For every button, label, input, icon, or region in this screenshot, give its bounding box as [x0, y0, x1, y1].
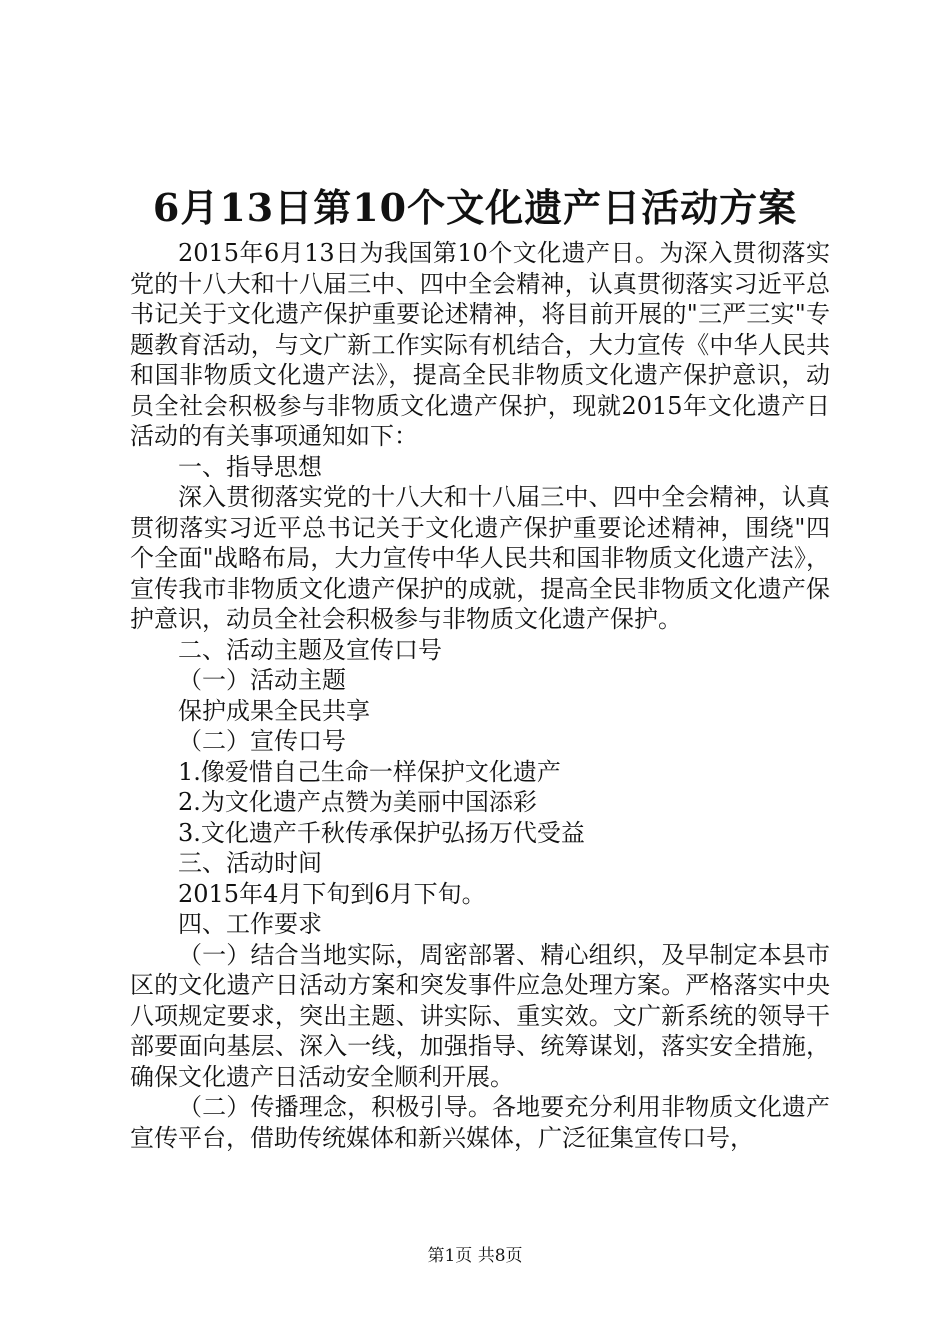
page-footer: 第1页 共8页 [427, 1246, 523, 1266]
paragraph-theme: 保护成果全民共享 [178, 696, 370, 725]
slogan-item: 3.文化遗产千秋传承保护弘扬万代受益 [178, 818, 585, 847]
slogan-item: 1.像爱惜自己生命一样保护文化遗产 [178, 757, 561, 786]
heading-guiding-ideology: 一、指导思想 [178, 452, 322, 481]
document-body [130, 238, 830, 1153]
slogan-item: 2.为文化遗产点赞为美丽中国添彩 [178, 788, 537, 816]
heading-activity-time: 三、活动时间 [178, 849, 322, 877]
subheading-theme: （一）活动主题 [178, 666, 346, 694]
heading-work-requirements: 四、工作要求 [178, 910, 322, 938]
heading-theme-slogans: 二、活动主题及宣传口号 [178, 635, 442, 664]
paragraph-activity-time: 2015年4月下旬到6月下旬。 [178, 879, 486, 908]
page-title: 6月13日第10个文化遗产日活动方案 [152, 185, 798, 230]
subheading-slogans: （二）宣传口号 [178, 727, 346, 755]
paragraph-intro: 2015年6月13日为我国第10个文化遗产日。为深入贯彻落实党的十八大和十八届三中、四中全会精神，认真贯彻落实习近平总书记关于文化遗产保护重要论述精神，将目前开展的"三严三实"专题教育活动，与文广新工作实际有机结合，大力宣传《中华人民共和国非物质文化遗产法》，提高全民非物质文化遗产保护意识，动员全社会积极参与非物质文化遗产保护，现就2015年文化遗产日活动的有关事项通知如下： [130, 239, 830, 450]
paragraph-requirement-1: （一）结合当地实际，周密部署、精心组织，及早制定本县市区的文化遗产日活动方案和突发事件应急处理方案。严格落实中央八项规定要求，突出主题、讲实际、重实效。文广新系统的领导干部要面向基层、深入一线，加强指导、统筹谋划，落实安全措施，确保文化遗产日活动安全顺利开展。 [130, 940, 830, 1091]
paragraph-guiding-ideology: 深入贯彻落实党的十八大和十八届三中、四中全会精神，认真贯彻落实习近平总书记关于文化遗产保护重要论述精神，围绕"四个全面"战略布局，大力宣传中华人民共和国非物质文化遗产法》，宣传我市非物质文化遗产保护的成就，提高全民非物质文化遗产保护意识，动员全社会积极参与非物质文化遗产保护。 [130, 483, 830, 633]
paragraph-requirement-2: （二）传播理念，积极引导。各地要充分利用非物质文化遗产宣传平台，借助传统媒体和新兴媒体，广泛征集宣传口号， [130, 1093, 830, 1152]
